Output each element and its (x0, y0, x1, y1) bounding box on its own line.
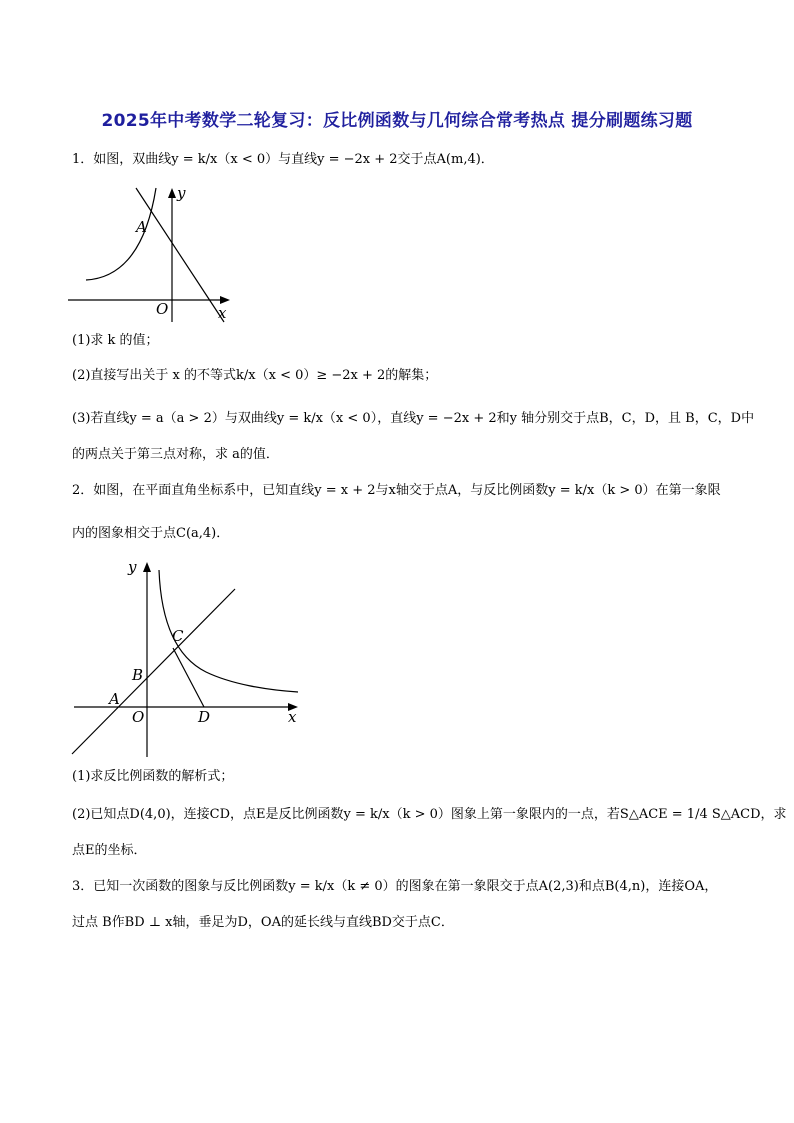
q1-label-a: A (136, 218, 147, 236)
q1-sub1: (1)求 k 的值； (72, 333, 159, 348)
q2-sub2a: (2)已知点D(4,0)，连接CD，点E是反比例函数y = k/x（k > 0）图象上第一象限内的一点，若S△ACE = 1/4 S△ACD，求 (72, 807, 787, 822)
q1-sub2: (2)直接写出关于 x 的不等式k/x（x < 0）≥ −2x + 2的解集； (72, 368, 438, 383)
q1-sub3a: (3)若直线y = a（a > 2）与双曲线y = k/x（x < 0），直线y = −2x + 2和y 轴分别交于点B，C，D，且 B，C，D中 (72, 411, 755, 426)
q1-sub3b: 的两点关于第三点对称，求 a的值． (72, 447, 279, 462)
q2-label-d: D (198, 708, 211, 726)
q2-line (72, 589, 235, 754)
q3-line-a: 3．已知一次函数的图象与反比例函数y = k/x（k ≠ 0）的图象在第一象限交于点A(2,3)和点B(4,n)，连接OA， (72, 879, 718, 894)
q1-label-x: x (218, 304, 227, 322)
q1-graph (66, 180, 246, 330)
q2-intro-a: 2．如图，在平面直角坐标系中，已知直线y = x + 2与x轴交于点A，与反比例函数y = k/x（k > 0）在第一象限 (72, 483, 721, 498)
page-title: 2025年中考数学二轮复习：反比例函数与几何综合常考热点 提分刷题练习题 (101, 111, 693, 131)
q2-sub2b: 点E的坐标． (72, 843, 147, 858)
q2-label-o: O (132, 708, 145, 726)
q2-figure (66, 552, 316, 762)
q1-intro: 1．如图，双曲线y = k/x（x < 0）与直线y = −2x + 2交于点A(m,4)． (72, 152, 494, 167)
q2-intro-b: 内的图象相交于点C(a,4)． (72, 526, 230, 541)
q1-label-o: O (156, 300, 169, 318)
q2-y-arrow (143, 562, 151, 572)
q2-label-y: y (128, 558, 137, 576)
q2-label-a: A (109, 690, 120, 708)
q1-y-arrow (168, 188, 176, 198)
q2-label-x: x (288, 708, 297, 726)
q3-line-b: 过点 B作BD ⊥ x轴，垂足为D，OA的延长线与直线BD交于点C． (72, 915, 454, 930)
q2-graph (66, 552, 316, 762)
q1-figure (66, 180, 246, 330)
q1-label-y: y (177, 184, 186, 202)
q2-label-c: C (172, 627, 184, 645)
q1-line (136, 188, 224, 322)
q2-label-b: B (132, 666, 144, 684)
q2-segment-cd (173, 648, 204, 707)
q2-sub1: (1)求反比例函数的解析式； (72, 769, 234, 784)
q1-x-arrow (220, 296, 230, 304)
